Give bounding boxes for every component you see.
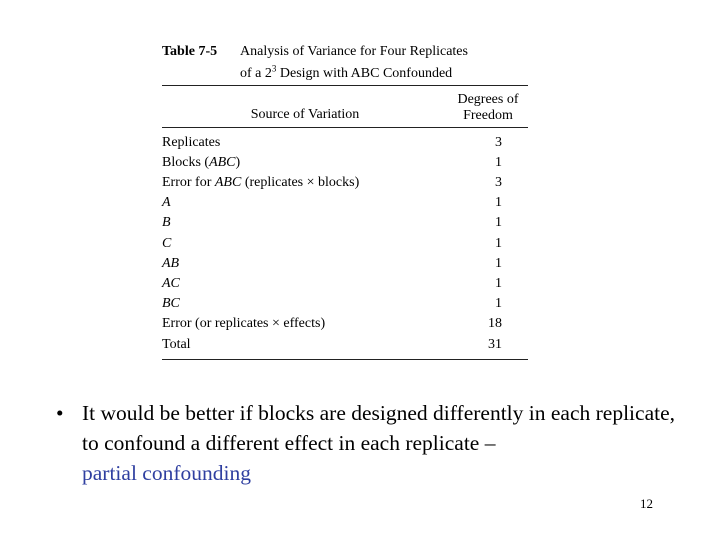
row-source: A [162, 195, 171, 211]
row-df: 18 [488, 316, 502, 332]
row-source: B [162, 215, 171, 231]
bullet-highlight: partial confounding [82, 461, 251, 485]
table-caption [162, 44, 528, 82]
row-df: 3 [495, 175, 502, 191]
table-row [162, 254, 528, 274]
table-title [240, 44, 528, 82]
row-df: 1 [495, 154, 502, 170]
row-df: 1 [495, 275, 502, 291]
table-row [162, 133, 528, 153]
row-df: 1 [495, 215, 502, 231]
bullet-symbol: • [56, 401, 64, 425]
row-source: Error for ABC (replicates × blocks) [162, 175, 360, 191]
row-df: 1 [495, 255, 502, 271]
anova-table [162, 44, 528, 360]
header-source: Source of Variation [250, 106, 360, 122]
table-body [162, 128, 528, 359]
row-source: Error (or replicates × effects) [162, 316, 326, 332]
bullet-point [56, 398, 676, 488]
bottom-rule [162, 359, 528, 360]
row-df: 1 [495, 235, 502, 251]
bullet-body: It would be better if blocks are designed differently in each replicate, to confound a different effect in each replicate – [82, 401, 676, 455]
row-source: Total [162, 336, 191, 352]
row-df: 31 [488, 336, 502, 352]
row-df: 1 [495, 296, 502, 312]
row-source: Blocks (ABC) [162, 154, 241, 170]
row-df: 1 [495, 195, 502, 211]
table-row [162, 234, 528, 254]
row-source: Replicates [162, 134, 221, 150]
row-source: C [162, 235, 172, 251]
table-row [162, 294, 528, 314]
page-number: 12 [640, 496, 653, 511]
header-df: Degrees of Freedom [457, 91, 519, 123]
table-label: Table 7-5 [162, 44, 218, 59]
bullet-text [82, 398, 676, 488]
table-header [162, 86, 528, 127]
table-row [162, 193, 528, 213]
table-title-line1: Analysis of Variance for Four Replicates [240, 44, 468, 59]
table-row [162, 314, 528, 334]
table-title-line2: of a $2^3$ Design with ABC Confounded [240, 63, 453, 81]
table-row [162, 153, 528, 173]
row-source: AC [162, 275, 180, 291]
table-row [162, 335, 528, 355]
table-row [162, 213, 528, 233]
row-df: 3 [495, 134, 502, 150]
row-source: BC [162, 296, 180, 312]
table-row [162, 173, 528, 193]
table-row [162, 274, 528, 294]
row-source: AB [162, 255, 180, 271]
